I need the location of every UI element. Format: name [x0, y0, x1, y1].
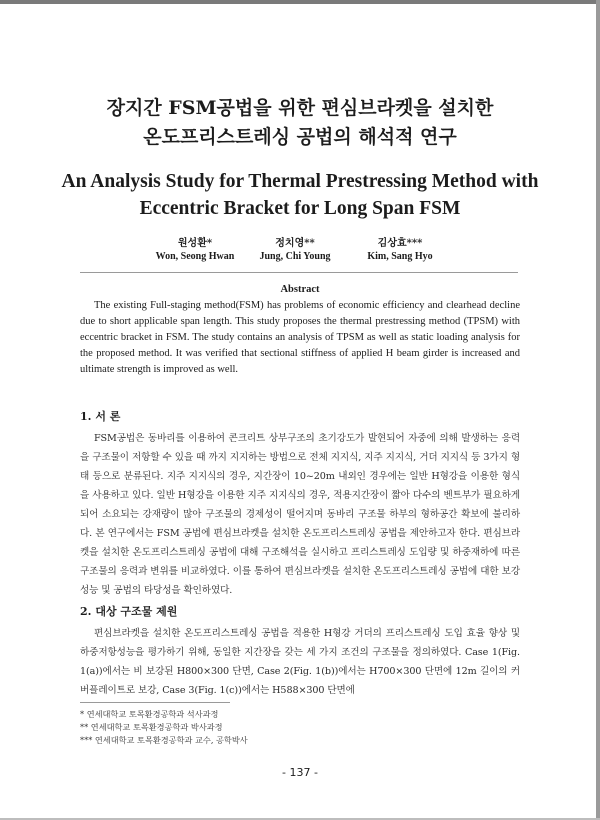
footnote-divider	[80, 702, 230, 703]
korean-title-line-1: 장지간 FSM공법을 위한 편심브라켓을 설치한	[106, 97, 494, 119]
author-2-korean-name: 정치영**	[275, 238, 315, 249]
author-1-english-name: Won, Seong Hwan	[155, 251, 235, 262]
abstract-heading: Abstract	[280, 284, 320, 295]
footnote-2: ** 연세대학교 토목환경공학과 박사과정	[80, 722, 223, 732]
page-number: - 137 -	[282, 766, 318, 779]
author-3	[330, 234, 470, 262]
footnotes	[80, 708, 248, 747]
section-1-paragraph: FSM공법은 동바리를 이용하여 콘크리트 상부구조의 초기강도가 발현되어 자중에 의해 발생하는 응력을 구조물이 저항할 수 있을 때 까지 지지하는 방법으로 전체 지지식, 지주 지지식, 거더 지지식 등 3가지 형태 등으로 분류된다. 지주 지지식의 경우, 지간장이 10~20m 내외인 경우에는 일반 H형강을 이용한 형식을 사용하고 있다. 일반 H형강을 이용한 지주 지지식의 경우, 적용지간장이 짧아 다수의 벤트부가 필요하게 되어 소요되는 강재량이 많아 구조물의 경제성이 떨어지며 동바리 구조물 하부의 형하공간 확보에 불리하다. 본 연구에서는 FSM 공법에 편심브라켓을 설치한 온도프리스트레싱 공법을 제안하고자 한다. 편심브라켓을 설치한 온도프리스트레싱 공법에 대해 구조해석을 실시하고 프리스트레싱 도입량 및 하중재하에 따른 구조물의 응력과 변위를 비교하였다. 이를 통하여 편심브라켓을 설치한 온도프리스트레싱 공법에 대한 보강성능 및 공법의 타당성을 확인하였다.	[80, 433, 520, 596]
author-divider	[80, 272, 518, 273]
author-3-english-name: Kim, Sang Hyo	[367, 251, 433, 262]
footnote-3: *** 연세대학교 토목환경공학과 교수, 공학박사	[80, 735, 248, 745]
section-1-heading: 1. 서 론	[80, 410, 121, 423]
english-title-line-1: An Analysis Study for Thermal Prestressing Method with	[61, 171, 539, 192]
section-2-heading: 2. 대상 구조물 제원	[80, 605, 178, 618]
author-2-english-name: Jung, Chi Young	[259, 251, 331, 262]
author-1-korean-name: 원성환*	[177, 238, 213, 249]
korean-title-line-2: 온도프리스트레싱 공법의 해석적 연구	[143, 126, 457, 148]
page-border-top	[0, 0, 600, 4]
section-2-paragraph: 편심브라켓을 설치한 온도프리스트레싱 공법을 적용한 H형강 거더의 프리스트레싱 도입 효율 향상 및 하중저항성능을 평가하기 위해, 동일한 지간장을 갖는 세 가지 조건의 구조물을 정의하였다. Case 1(Fig. 1(a))에서는 비 보강된 H800×300 단면, Case 2(Fig. 1(b))에서는 H700×300 단면에 12m 길이의 커버플레이트로 보강, Case 3(Fig. 1(c))에서는 H588×300 단면에	[80, 628, 520, 696]
abstract-text: The existing Full-staging method(FSM) has problems of economic efficiency and clearhead decline due to short applicable span length. This study proposes the thermal prestressing method (TPSM) with eccentric bracket in FSM. The study contains an analysis of TPSM as well as static loading analysis for the proposed method. It was verified that sectional stiffness of applied H beam girder is increased and ultimate strength is improved as well.	[80, 300, 520, 375]
author-3-korean-name: 김상효***	[377, 238, 423, 249]
footnote-1: * 연세대학교 토목환경공학과 석사과정	[80, 709, 219, 719]
english-title-line-2: Eccentric Bracket for Long Span FSM	[139, 198, 461, 219]
